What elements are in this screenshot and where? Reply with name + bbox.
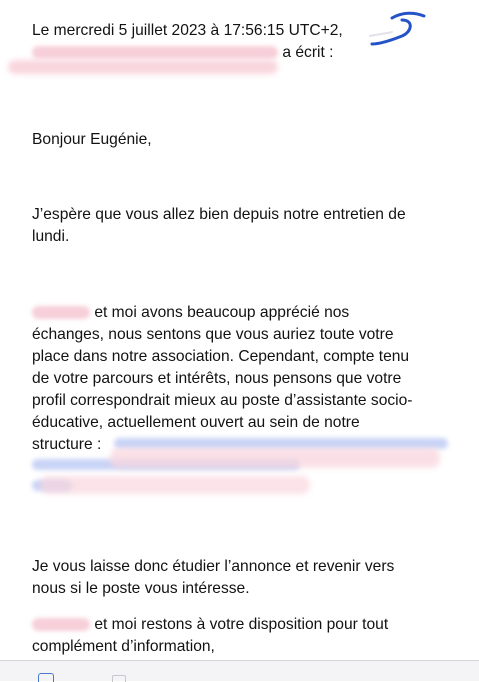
paragraph2-line3: place dans notre association. Cependant, compte tenu <box>32 348 410 365</box>
email-header-suffix: a écrit : <box>282 44 334 61</box>
structure-label: structure : <box>32 436 102 453</box>
paragraph2-line4: de votre parcours et intérêts, nous pensons que votre <box>32 370 402 387</box>
email-header-line <box>32 20 343 41</box>
paragraph2-line2: échanges, nous sentons que vous auriez toute votre <box>32 326 394 343</box>
paragraph4-line1-text: et moi restons à votre disposition pour tout <box>94 616 389 633</box>
paragraph2-line1 <box>32 302 349 323</box>
paragraph4-line2: complément d’information, <box>32 638 215 655</box>
redacted-sender <box>32 46 278 59</box>
paragraph4-line1 <box>32 614 388 635</box>
paragraph3-line2: nous si le poste vous intéresse. <box>32 580 250 597</box>
redaction-scribble-icon <box>362 10 438 52</box>
paragraph2-line6: éducative, actuellement ouvert au sein de notre <box>32 414 360 431</box>
secondary-tab-icon[interactable] <box>112 675 126 682</box>
redaction-smudge <box>8 60 278 74</box>
paragraph1-line1: J’espère que vous allez bien depuis notre entretien de <box>32 206 406 223</box>
paragraph1-line2: lundi. <box>32 228 70 245</box>
email-header-prefix: Le mercredi 5 juillet 2023 à 17:56:15 UTC+2, <box>32 22 343 39</box>
redaction-smudge <box>110 448 440 468</box>
paragraph2-line5: profil correspondrait mieux au poste d’assistante socio- <box>32 392 413 409</box>
paragraph2-line1-text: et moi avons beaucoup apprécié nos <box>94 304 350 321</box>
mail-tab-icon[interactable] <box>38 673 54 682</box>
redacted-name <box>32 618 90 631</box>
redaction-smudge <box>40 476 310 494</box>
bottom-toolbar <box>0 660 479 681</box>
email-greeting: Bonjour Eugénie, <box>32 131 152 148</box>
paragraph2-line7 <box>32 434 101 455</box>
redacted-name <box>32 306 90 319</box>
paragraph3-line1: Je vous laisse donc étudier l’annonce et revenir vers <box>32 558 395 575</box>
